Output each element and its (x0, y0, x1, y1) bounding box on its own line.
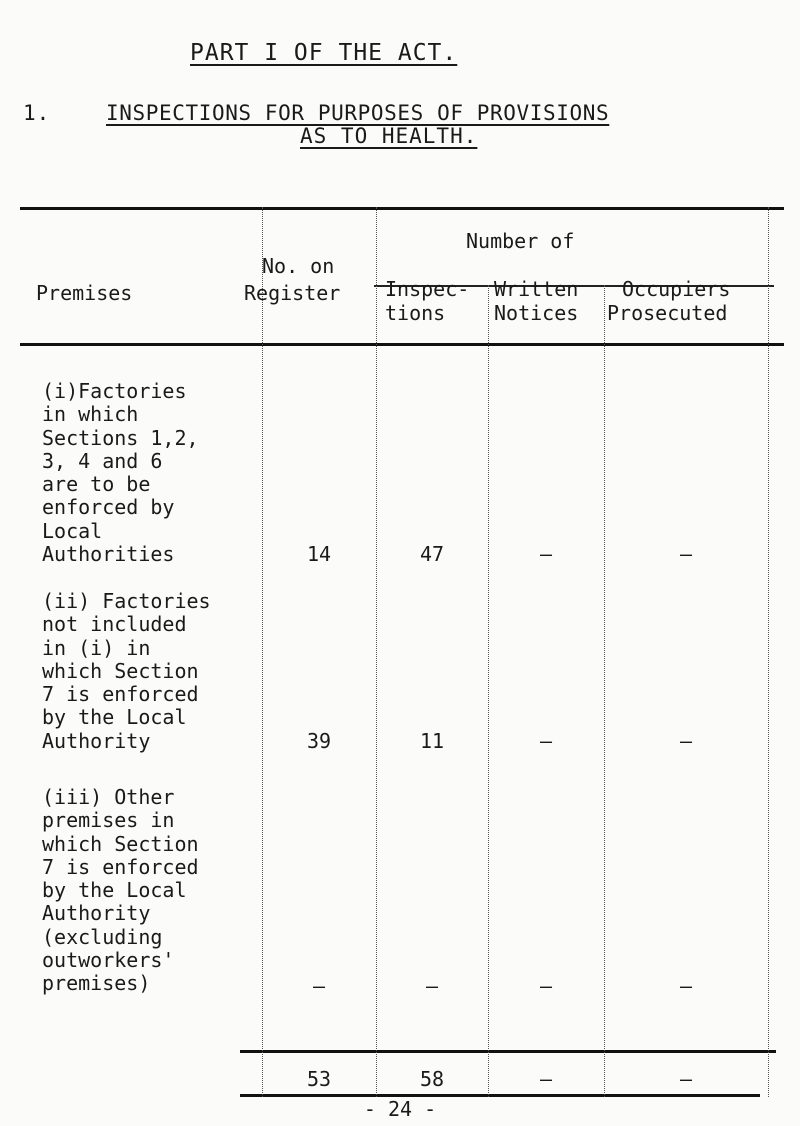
row3-premises: (iii) Other premises in which Section 7 is enforced by the Local Authority (excluding outworkers' premises) (42, 785, 199, 996)
row3-occupiers-prosecuted: – (679, 974, 693, 998)
table-top-rule (20, 207, 784, 210)
total-written-notices: – (539, 1067, 553, 1091)
header-occupiers-line1: Occupiers (622, 277, 731, 301)
row2-premises: (ii) Factories not included in (i) in which Section 7 is enforced by the Local Authority (42, 589, 211, 753)
total-register: 53 (306, 1067, 332, 1091)
header-bottom-rule (20, 343, 784, 346)
section-number: 1. (23, 101, 51, 125)
row2-inspections: 11 (419, 729, 445, 753)
row3-register: – (312, 974, 326, 998)
col-divider-register (262, 207, 263, 1097)
row2-occupiers-prosecuted: – (679, 729, 693, 753)
total-occupiers-prosecuted: – (679, 1067, 693, 1091)
part-title: PART I OF THE ACT. (190, 40, 458, 66)
header-register-line2: Register (244, 281, 341, 305)
row1-written-notices: – (539, 542, 553, 566)
totals-top-rule (240, 1050, 776, 1053)
header-written-line1: Written (494, 277, 579, 301)
header-register-line1: No. on (262, 254, 335, 278)
row3-written-notices: – (539, 974, 553, 998)
col-divider-inspections (376, 207, 377, 1097)
total-inspections: 58 (419, 1067, 445, 1091)
row1-register: 14 (306, 542, 332, 566)
header-inspections-line1: Inspec- (385, 277, 470, 301)
header-number-of: Number of (466, 229, 575, 253)
col-divider-right (768, 207, 769, 1097)
row1-premises: (i)Factories in which Sections 1,2, 3, 4 and 6 are to be enforced by Local Authorities (42, 379, 199, 567)
totals-bottom-rule (240, 1094, 760, 1097)
row3-inspections: – (425, 974, 439, 998)
header-premises: Premises (36, 281, 133, 305)
header-inspections-line2: tions (385, 301, 446, 325)
header-occupiers-line2: Prosecuted (607, 301, 728, 325)
row2-written-notices: – (539, 729, 553, 753)
row1-inspections: 47 (419, 542, 445, 566)
page-number: - 24 - (363, 1097, 437, 1121)
row2-register: 39 (306, 729, 332, 753)
section-title-line2: AS TO HEALTH. (300, 124, 478, 148)
section-title-line1: INSPECTIONS FOR PURPOSES OF PROVISIONS (106, 101, 610, 125)
row1-occupiers-prosecuted: – (679, 542, 693, 566)
header-written-line2: Notices (494, 301, 579, 325)
